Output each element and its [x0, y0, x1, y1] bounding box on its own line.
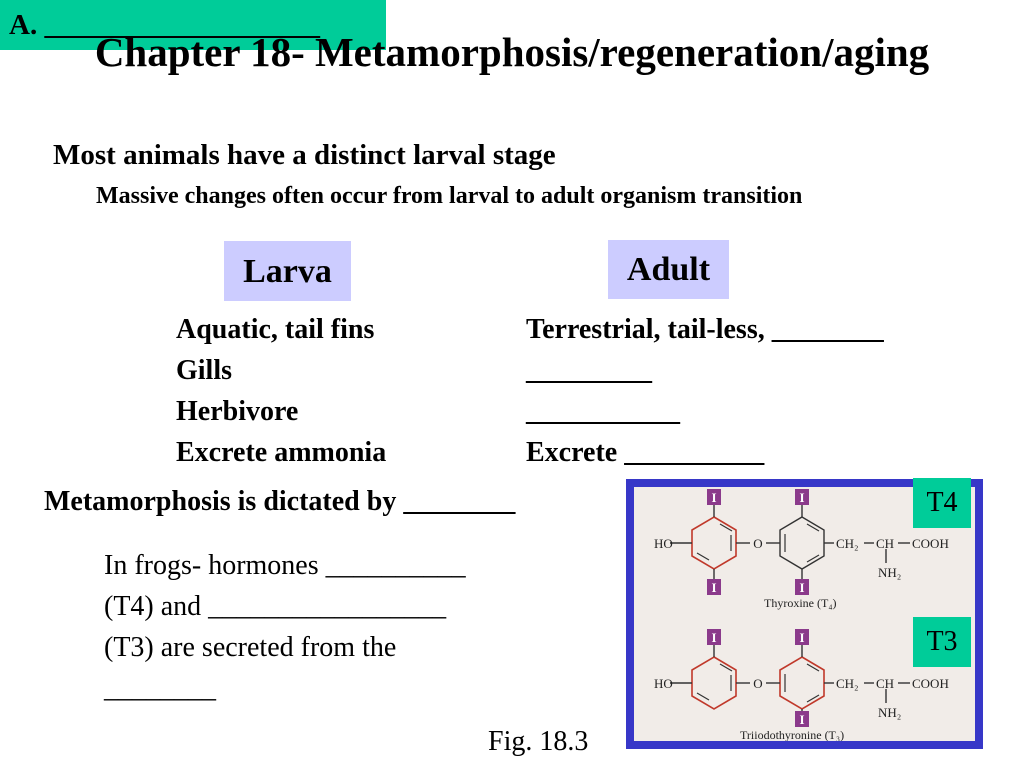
ether-oxygen: O — [753, 536, 763, 551]
frog-hormone-text — [104, 545, 466, 709]
frog-hormone-line: (T4) and _________________ — [104, 591, 447, 622]
transition-statement: Massive changes often occur from larval to adult organism transition — [96, 183, 803, 209]
adult-trait-list — [526, 309, 884, 473]
ring-right-t3 — [780, 657, 824, 709]
ch-label: CH — [876, 676, 895, 691]
iodine-symbol: I — [711, 630, 717, 645]
thyroxine-structure — [670, 501, 910, 581]
thyroxine-caption: Thyroxine (T₄) — [764, 596, 837, 610]
nh2-label: NH₂ — [878, 565, 902, 580]
frog-hormone-line: In frogs- hormones __________ — [104, 550, 466, 581]
ch-label: CH — [876, 536, 895, 551]
t3-label: T3 — [913, 617, 971, 667]
larva-trait-list — [176, 309, 386, 473]
ch2-label: CH₂ — [836, 536, 859, 551]
iodine-symbol: I — [799, 712, 805, 727]
ring-right-t4 — [780, 517, 824, 569]
ring-left-t3 — [692, 657, 736, 709]
adult-trait: Terrestrial, tail-less, ________ — [526, 314, 884, 345]
section-a-label: A. ___________________ — [9, 9, 320, 41]
metamorphosis-statement: Metamorphosis is dictated by ________ — [44, 486, 516, 517]
nh2-label: NH₂ — [878, 705, 902, 720]
cooh-label: COOH — [912, 676, 949, 691]
frog-hormone-line: (T3) are secreted from the — [104, 632, 397, 663]
larval-stage-statement: Most animals have a distinct larval stage — [53, 139, 556, 171]
larva-trait: Gills — [176, 355, 233, 386]
frog-hormone-line: ________ — [104, 673, 216, 704]
ch2-label: CH₂ — [836, 676, 859, 691]
iodine-symbol: I — [711, 490, 717, 505]
cooh-label: COOH — [912, 536, 949, 551]
larva-trait: Excrete ammonia — [176, 437, 387, 468]
adult-trait: _________ — [526, 355, 652, 386]
triiodothyronine-structure — [670, 641, 910, 721]
ho-label: HO — [654, 676, 673, 691]
larva-trait: Herbivore — [176, 396, 299, 427]
t4-label: T4 — [913, 478, 971, 528]
iodine-symbol: I — [711, 580, 717, 595]
iodine-symbol: I — [799, 630, 805, 645]
iodine-symbol: I — [799, 580, 805, 595]
adult-header: Adult — [608, 240, 729, 299]
ether-oxygen: O — [753, 676, 763, 691]
slide-title: Chapter 18- Metamorphosis/regeneration/aging — [94, 29, 930, 75]
larva-header: Larva — [224, 241, 351, 301]
ho-label: HO — [654, 536, 673, 551]
figure-caption: Fig. 18.3 — [488, 726, 589, 757]
larva-trait: Aquatic, tail fins — [176, 314, 375, 345]
adult-trait: ___________ — [526, 396, 680, 427]
ring-left-t4 — [692, 517, 736, 569]
triiodothyronine-caption: Triiodothyronine (T₃) — [740, 728, 845, 741]
iodine-symbol: I — [799, 490, 805, 505]
adult-trait: Excrete __________ — [526, 437, 765, 468]
